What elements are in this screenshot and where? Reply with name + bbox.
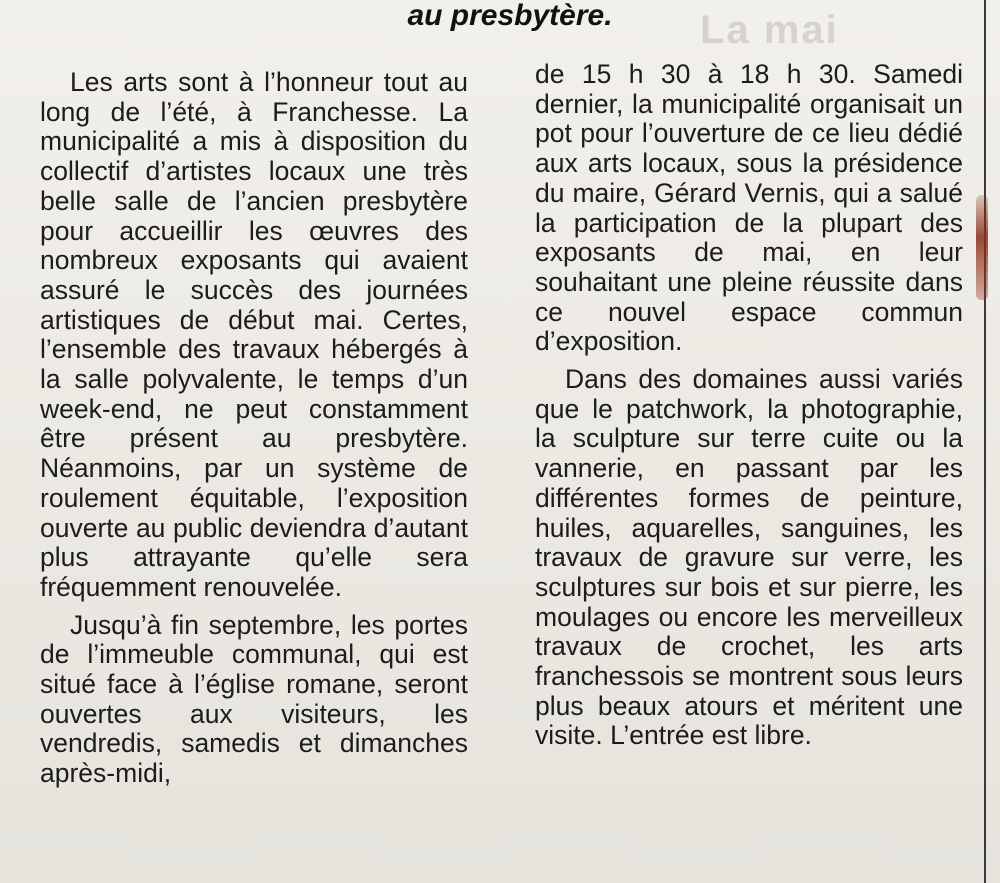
left-paragraph-1: Les arts sont à l’honneur tout au long de l’été, à Franchesse. La municipalité a mis à disposition du collectif d’artistes locaux une très belle salle de l’ancien presbytère pour accueillir les œuvres des nombreux exposants qui avaient assuré le succès des journées artistiques de début mai. Certes, l’ensemble des travaux hébergés à la salle polyvalente, le temps d’un week-end, ne peut constamment être présent au presbytère. Néanmoins, par un système de roulement équitable, l’exposition ouverte au public deviendra d’autant plus attrayante qu’elle sera fréquemment renouvelée. [40,67,468,602]
left-column [40,68,468,797]
right-column [535,60,963,759]
right-paragraph-1: de 15 h 30 à 18 h 30. Samedi dernier, la municipalité organisait un pot pour l’ouverture de ce lieu dédié aux arts locaux, sous la présidence du maire, Gérard Vernis, qui a salué la participation de la plupart des exposants de mai, en leur souhaitant une pleine réussite dans ce nouvel espace commun d’exposition. [535,59,963,357]
right-paragraph-2: Dans des domaines aussi variés que le patchwork, la photographie, la sculpture sur terre cuite ou la vannerie, en passant par les différentes formes de peinture, huiles, aquarelles, sanguines, les travaux de gravure sur verre, les sculptures sur bois et sur pierre, les moulages ou encore les merveilleux travaux de crochet, les arts franchessois se montrent sous leurs plus beaux atours et méritent une visite. L’entrée est libre. [535,364,963,751]
bleed-through-heading: La mai [700,8,839,52]
article-headline: au presbytère. [407,0,613,32]
paper-stain [976,195,988,300]
column-rule [984,0,986,883]
left-paragraph-2: Jusqu’à fin septembre, les portes de l’immeuble communal, qui est situé face à l’église romane, seront ouvertes aux visiteurs, les vendredis, samedis et dimanches après-midi, [40,609,468,789]
